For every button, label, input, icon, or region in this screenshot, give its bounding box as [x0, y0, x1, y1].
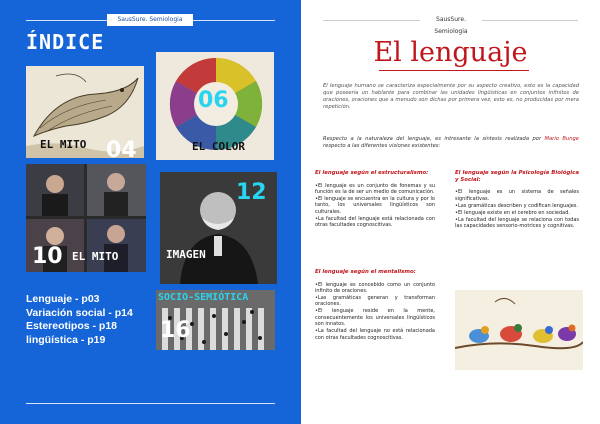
- header-rule-right: [482, 20, 578, 21]
- mito-page-number: 04: [106, 138, 137, 163]
- list-item: •El lenguaje es un sistema de señales significativas.: [455, 189, 579, 202]
- imagen-page-number: 12: [236, 180, 267, 205]
- right-page: [301, 0, 600, 424]
- list-item: •Las gramáticas describen y codifican lenguajes.: [455, 202, 578, 209]
- socio-page-number: 16: [160, 318, 191, 343]
- toc-item[interactable]: lingüística - p19: [26, 333, 106, 346]
- section-heading: El lenguaje según el mentalismo:: [315, 269, 416, 275]
- intro-paragraph: El lenguaje humano se caracteriza especialmente por su aspecto creativo, esto es la capacidad que poseería un hablante para combinar las unidades lingüísticas en conjuntos infinitos de oraciones, oraciones que a menudo son dichas por primera vez, esto es, no producidas por mera repetición.: [323, 83, 579, 110]
- table-of-contents: [26, 293, 133, 347]
- imagen-label: IMAGEN: [166, 248, 206, 261]
- list-item: •El lenguaje es un conjunto de fonemas y su función es la de ser un medio de comunicación.: [315, 182, 435, 195]
- column-structuralism: [315, 170, 435, 229]
- mito2-label: EL MITO: [72, 250, 119, 263]
- toc-item[interactable]: Lenguaje - p03: [26, 293, 100, 305]
- intro-paragraph-2: Respecto a la naturaleza del lenguaje, es intresante la síntesis realizada por Mario Bunge respecto a las diferentes visiones existentes:: [323, 136, 579, 149]
- tile-imagen-image[interactable]: [160, 172, 277, 284]
- column-biological-psychology: [455, 170, 579, 230]
- list-item: •La facultad del lenguaje se relaciona con todas las capacidades sensorio-motrices y cognitivas.: [455, 216, 579, 229]
- article-title: El lenguaje: [373, 37, 528, 68]
- index-title: ÍNDICE: [26, 30, 105, 54]
- left-header: SausSure. Semiologia: [107, 14, 193, 26]
- section-heading: El lenguaje según el estructuralismo:: [315, 170, 429, 176]
- header-rule-left: [26, 20, 107, 21]
- list-item: •Las gramáticas generan y transforman oraciones.: [315, 295, 435, 308]
- tile-socio-image[interactable]: [156, 290, 275, 350]
- list-item: •La facultad del lenguaje no está relacionada con otras facultades cognoscitivas.: [315, 328, 435, 341]
- toc-item[interactable]: Estereotipos - p18: [26, 320, 118, 332]
- title-underline: [379, 70, 529, 71]
- section-heading: El lenguaje según la Psicología Biológica y Social:: [455, 170, 579, 183]
- mito-label: EL MITO: [40, 138, 87, 151]
- author-name: Mario Bunge: [544, 136, 579, 142]
- list-item: •El lenguaje se encuentra en la cultura y por lo tanto, los universales lingüísticos son culturales.: [315, 196, 435, 215]
- tile-mito2-image[interactable]: [26, 164, 146, 272]
- color-page-number: 06: [198, 88, 229, 113]
- list-item: •La facultad del lenguaje está relacionada con otras facultades cognoscitivas.: [315, 215, 435, 229]
- toc-item[interactable]: Variación social - p14: [26, 306, 133, 319]
- color-label: EL COLOR: [192, 140, 245, 153]
- birds-on-branch-illustration: [455, 290, 583, 370]
- header-rule-left: [323, 20, 420, 21]
- header-rule-right: [193, 20, 275, 21]
- mito2-page-number: 10: [32, 244, 63, 269]
- right-header: SausSure. Semiologia: [420, 14, 482, 26]
- birds-illustration: [455, 290, 583, 370]
- tile-color-image[interactable]: [156, 52, 274, 160]
- column-mentalism: [315, 269, 435, 342]
- footer-rule: [26, 403, 275, 404]
- list-item: •El lenguaje reside en la mente, consecuentemente los universales lingüísticos son innatos.: [315, 308, 435, 328]
- list-item: •El lenguaje existe en el cerebro en sociedad.: [455, 209, 570, 216]
- socio-label: SOCIO-SEMIÓTICA: [158, 292, 249, 303]
- list-item: •El lenguaje es concebido como un conjunto infinito de oraciones.: [315, 281, 435, 294]
